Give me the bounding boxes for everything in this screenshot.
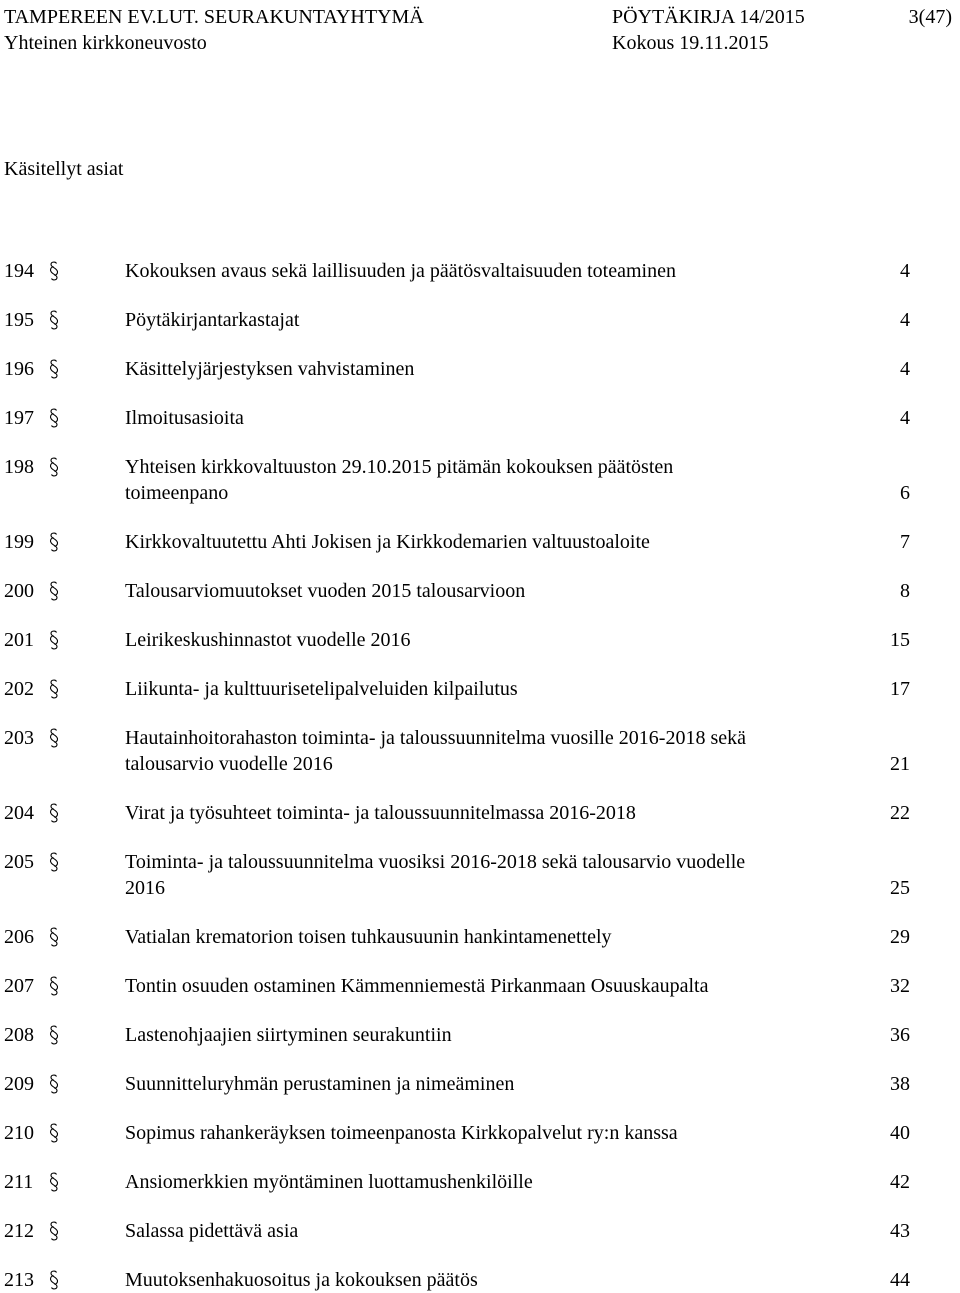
item-page-number: 4 (900, 407, 910, 429)
section-sign-icon (48, 628, 60, 652)
section-sign-icon (48, 455, 60, 479)
header-meeting-date: Kokous 19.11.2015 (612, 32, 769, 54)
item-title (125, 529, 845, 555)
item-title-line: Muutoksenhakuosoitus ja kokouksen päätös (125, 1269, 478, 1291)
item-title-line: Pöytäkirjantarkastajat (125, 309, 300, 331)
item-page-number: 38 (890, 1073, 910, 1095)
item-title (125, 1120, 845, 1146)
item-title-line: Vatialan krematorion toisen tuhkausuunin hankintamenettely (125, 926, 612, 948)
item-number: 203 (4, 727, 34, 749)
item-page-number: 36 (890, 1024, 910, 1046)
item-title-line: Kokouksen avaus sekä laillisuuden ja päätösvaltaisuuden toteaminen (125, 260, 676, 282)
item-title-line: Sopimus rahankeräyksen toimeenpanosta Kirkkopalvelut ry:n kanssa (125, 1122, 678, 1144)
item-page-number: 15 (890, 629, 910, 651)
item-title-line: Ilmoitusasioita (125, 407, 244, 429)
item-page-number: 4 (900, 358, 910, 380)
item-number: 194 (4, 260, 34, 282)
header-document: PÖYTÄKIRJA 14/2015 (612, 6, 805, 28)
item-number: 213 (4, 1269, 34, 1291)
section-sign-icon (48, 1023, 60, 1047)
header-page-number: 3(47) (908, 6, 952, 28)
item-title-line: Salassa pidettävä asia (125, 1220, 299, 1242)
item-title (125, 578, 845, 604)
section-sign-icon (48, 801, 60, 825)
section-sign-icon (48, 1268, 60, 1292)
item-title (125, 1218, 845, 1244)
item-title-line: Hautainhoitorahaston toiminta- ja taloussuunnitelma vuosille 2016-2018 sekä (125, 727, 746, 749)
item-title (125, 1267, 845, 1293)
item-number: 195 (4, 309, 34, 331)
section-title: Käsitellyt asiat (4, 158, 124, 180)
item-page-number: 44 (890, 1269, 910, 1291)
item-title-line: Virat ja työsuhteet toiminta- ja taloussuunnitelmassa 2016-2018 (125, 802, 636, 824)
item-title-line: talousarvio vuodelle 2016 (125, 753, 333, 775)
item-number: 211 (4, 1171, 34, 1193)
item-page-number: 22 (890, 802, 910, 824)
item-title (125, 1071, 845, 1097)
item-title (125, 725, 845, 777)
item-number: 207 (4, 975, 34, 997)
item-number: 197 (4, 407, 34, 429)
section-sign-icon (48, 1219, 60, 1243)
item-number: 198 (4, 456, 34, 478)
item-title-line: Liikunta- ja kulttuurisetelipalveluiden kilpailutus (125, 678, 518, 700)
item-page-number: 4 (900, 309, 910, 331)
item-page-number: 25 (890, 877, 910, 899)
section-sign-icon (48, 1170, 60, 1194)
item-page-number: 17 (890, 678, 910, 700)
section-sign-icon (48, 357, 60, 381)
item-title (125, 627, 845, 653)
item-title-line: Suunnitteluryhmän perustaminen ja nimeäminen (125, 1073, 515, 1095)
item-title (125, 924, 845, 950)
section-sign-icon (48, 579, 60, 603)
section-sign-icon (48, 974, 60, 998)
item-number: 201 (4, 629, 34, 651)
item-title (125, 307, 845, 333)
section-sign-icon (48, 677, 60, 701)
section-sign-icon (48, 1072, 60, 1096)
item-page-number: 32 (890, 975, 910, 997)
item-page-number: 4 (900, 260, 910, 282)
item-page-number: 40 (890, 1122, 910, 1144)
item-number: 204 (4, 802, 34, 824)
item-title (125, 849, 845, 901)
item-page-number: 42 (890, 1171, 910, 1193)
item-page-number: 7 (900, 531, 910, 553)
item-number: 200 (4, 580, 34, 602)
item-title-line: Ansiomerkkien myöntäminen luottamushenkilöille (125, 1171, 533, 1193)
item-number: 212 (4, 1220, 34, 1242)
item-title-line: Tontin osuuden ostaminen Kämmenniemestä Pirkanmaan Osuuskaupalta (125, 975, 709, 997)
section-sign-icon (48, 308, 60, 332)
item-page-number: 6 (900, 482, 910, 504)
item-title-line: toimeenpano (125, 482, 229, 504)
item-number: 199 (4, 531, 34, 553)
item-title (125, 676, 845, 702)
item-number: 209 (4, 1073, 34, 1095)
item-page-number: 8 (900, 580, 910, 602)
item-page-number: 43 (890, 1220, 910, 1242)
item-number: 208 (4, 1024, 34, 1046)
item-title (125, 1169, 845, 1195)
item-title (125, 800, 845, 826)
item-number: 210 (4, 1122, 34, 1144)
section-sign-icon (48, 1121, 60, 1145)
header-body: Yhteinen kirkkoneuvosto (4, 32, 207, 54)
section-sign-icon (48, 726, 60, 750)
item-page-number: 29 (890, 926, 910, 948)
item-title-line: Käsittelyjärjestyksen vahvistaminen (125, 358, 415, 380)
item-title (125, 356, 845, 382)
item-title (125, 258, 845, 284)
item-title-line: Kirkkovaltuutettu Ahti Jokisen ja Kirkkodemarien valtuustoaloite (125, 531, 650, 553)
item-title-line: Toiminta- ja taloussuunnitelma vuosiksi 2016-2018 sekä talousarvio vuodelle (125, 851, 746, 873)
item-title-line: 2016 (125, 877, 165, 899)
header-org: TAMPEREEN EV.LUT. SEURAKUNTAYHTYMÄ (4, 6, 424, 28)
item-page-number: 21 (890, 753, 910, 775)
item-title-line: Yhteisen kirkkovaltuuston 29.10.2015 pitämän kokouksen päätösten (125, 456, 674, 478)
item-title (125, 405, 845, 431)
item-number: 205 (4, 851, 34, 873)
section-sign-icon (48, 925, 60, 949)
section-sign-icon (48, 406, 60, 430)
section-sign-icon (48, 530, 60, 554)
item-title-line: Leirikeskushinnastot vuodelle 2016 (125, 629, 411, 651)
item-title (125, 454, 845, 506)
item-title-line: Lastenohjaajien siirtyminen seurakuntiin (125, 1024, 452, 1046)
section-sign-icon (48, 259, 60, 283)
item-title-line: Talousarviomuutokset vuoden 2015 talousarvioon (125, 580, 526, 602)
item-number: 196 (4, 358, 34, 380)
item-number: 206 (4, 926, 34, 948)
item-title (125, 1022, 845, 1048)
section-sign-icon (48, 850, 60, 874)
item-title (125, 973, 845, 999)
item-number: 202 (4, 678, 34, 700)
